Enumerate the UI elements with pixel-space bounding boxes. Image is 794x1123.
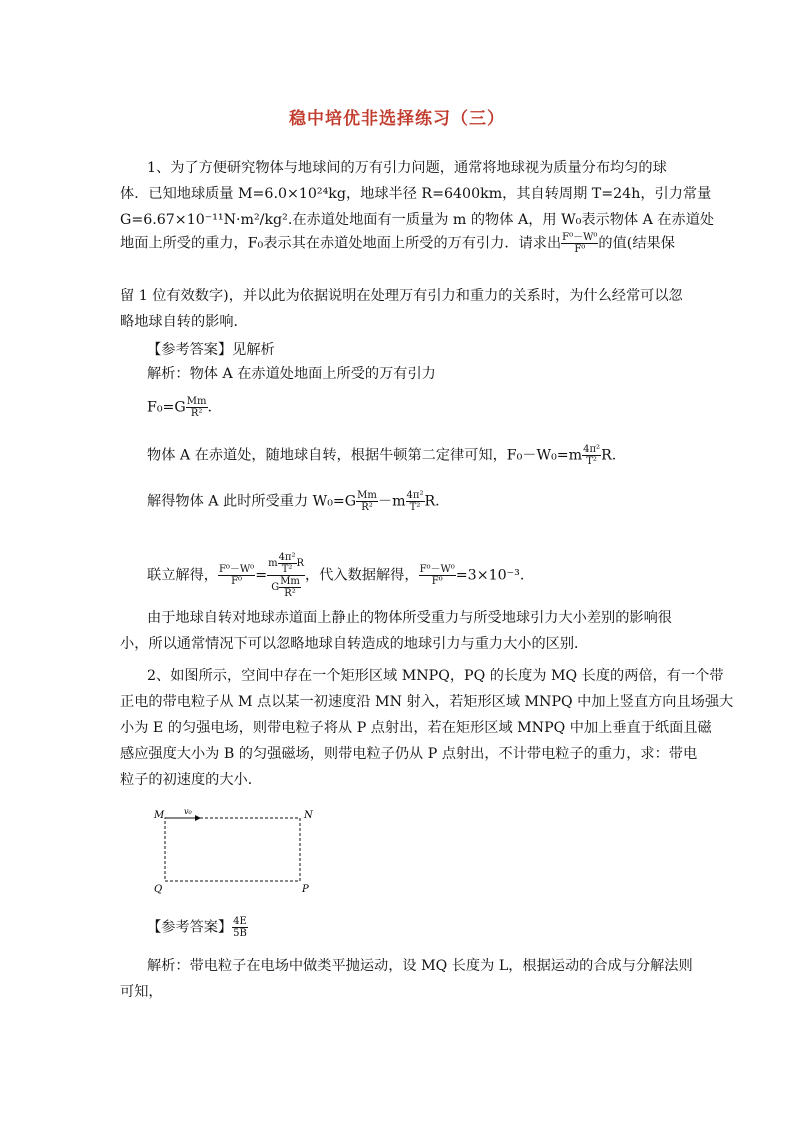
fraction-f-minus-w-over-f <box>419 564 456 587</box>
q2-text-line: 粒子的初速度的大小． <box>120 772 262 788</box>
solution-line: 解析：物体 A 在赤道处地面上所受的万有引力 <box>147 366 436 382</box>
fraction-denominator: R² <box>361 502 373 513</box>
formula-lhs: F₀=G <box>147 399 186 416</box>
q1-text-fragment: 地面上所受的重力，F₀表示其在赤道处地面上所受的万有引力．请求出 <box>120 235 562 252</box>
fraction-f-minus-w-over-f <box>218 564 255 587</box>
fraction-denominator: 5B <box>233 928 247 939</box>
fraction-f-minus-w-over-f <box>561 232 598 255</box>
formula-text: －m <box>377 493 406 510</box>
formula-text: =3×10⁻³. <box>455 567 525 584</box>
formula-text: R. <box>424 493 440 510</box>
q1-answer: 【参考答案】见解析 <box>147 342 275 358</box>
q1-text-line: 1、为了方便研究物体与地球间的万有引力问题，通常将地球视为质量分布均匀的球 <box>147 160 667 176</box>
conclusion-line: 由于地球自转对地球赤道面上静止的物体所受重力与所受地球引力大小差别的影响很 <box>147 610 672 626</box>
fraction-numerator <box>267 552 305 576</box>
symbol-r: R <box>296 558 305 569</box>
label-v0: v₀ <box>184 807 192 816</box>
fraction-denominator: T² <box>281 564 293 575</box>
solution-line: 解析：带电粒子在电场中做类平抛运动，设 MQ 长度为 L，根据运动的合成与分解法则 <box>147 958 693 974</box>
formula-text: 物体 A 在赤道处，随地球自转，根据牛顿第二定律可知，F₀－W₀=m <box>147 447 583 464</box>
fraction-4pi2-over-t2 <box>406 490 425 513</box>
formula-gravity: F₀=G $\frac{Mm}{\text{R²}}$ . <box>147 396 213 419</box>
rectangle-mnpq-diagram <box>150 806 320 896</box>
q2-text-line: 感应强度大小为 B 的匀强磁场，则带电粒子仍从 P 点射出，不计带电粒子的重力，求：带电 <box>120 746 698 762</box>
q2-text-line: 小为 E 的匀强电场，则带电粒子将从 P 点射出，若在矩形区域 MNPQ 中加上垂直于纸面且磁 <box>120 720 712 736</box>
fraction-mm-over-r2 <box>356 490 378 513</box>
q2-text-line: 2、如图所示，空间中存在一个矩形区域 MNPQ，PQ 的长度为 MQ 长度的两倍，有一个带 <box>147 668 724 684</box>
fraction-numerator: Mm <box>280 576 300 587</box>
fraction-4pi2-over-t2 <box>278 552 297 575</box>
fraction-mm-over-r2 <box>279 576 301 599</box>
fraction-4pi2-over-t2 <box>582 444 601 467</box>
q2-text-line: 正电的带电粒子从 M 点以某一初速度沿 MN 射入，若矩形区域 MNPQ 中加上竖直方向且场强大 <box>120 694 734 710</box>
label-n: N <box>304 810 313 821</box>
fraction-numerator: 4π² <box>278 552 296 563</box>
q1-text-line: G=6.67×10⁻¹¹N·m²/kg².在赤道处地面有一质量为 m 的物体 A，用 W₀表示物体 A 在赤道处 <box>120 212 715 228</box>
formula-text: R. <box>601 447 617 464</box>
fraction-denominator: F⁰ <box>231 576 243 587</box>
fraction-numerator: 4E <box>233 916 247 927</box>
q1-text-line: 体．已知地球质量 M=6.0×10²⁴kg，地球半径 R=6400km，其自转周期 T=24h，引力常量 <box>120 186 712 202</box>
fraction-numerator: F⁰－W⁰ <box>419 564 455 575</box>
fraction-denominator <box>267 576 305 599</box>
symbol-m: m <box>268 558 278 569</box>
fraction-compound <box>267 552 305 599</box>
formula-combined: 联立解得， $\frac{\text{F⁰－W⁰}}{\text{F⁰}}$ = m $\frac{\text{4π²}}{\text{T²}}$ R G $\frac{Mm}{\text{R²}}$ ，代入数据解得， $\frac{\text{F⁰－W⁰}}{\text{F⁰}}$ =3×10⁻³. <box>147 552 525 599</box>
formula-text: 联立解得， <box>147 567 218 584</box>
formula-text: ，代入数据解得， <box>305 567 419 584</box>
fraction-numerator: Mm <box>186 396 207 407</box>
formula-text: 解得物体 A 此时所受重力 W₀=G <box>147 493 357 510</box>
field-region-rectangle <box>165 818 300 881</box>
fraction-denominator: F⁰ <box>431 576 443 587</box>
fraction-mm-over-r2 <box>186 396 208 419</box>
velocity-arrowhead <box>195 815 201 821</box>
answer-fraction <box>232 916 248 939</box>
formula-weight <box>147 490 707 513</box>
formula-newton <box>147 444 707 467</box>
fraction-denominator: R² <box>190 408 203 419</box>
q1-text-line: 略地球自转的影响． <box>120 314 248 330</box>
fraction-denominator: R² <box>284 588 296 599</box>
fraction-numerator: F⁰－W⁰ <box>562 232 598 243</box>
fraction-denominator: F⁰ <box>574 244 586 255</box>
fraction-numerator: F⁰－W⁰ <box>218 564 255 575</box>
fraction-numerator: 4π² <box>583 444 601 455</box>
label-m: M <box>154 810 165 821</box>
symbol-g: G <box>271 582 280 593</box>
fraction-numerator: 4π² <box>406 490 424 501</box>
fraction-denominator: T² <box>586 456 597 467</box>
label-q: Q <box>154 884 163 895</box>
conclusion-line: 小，所以通常情况下可以忽略地球自转造成的地球引力与重力大小的区别． <box>120 636 589 652</box>
solution-line: 可知， <box>120 984 163 1000</box>
answer-label: 【参考答案】 <box>147 919 233 936</box>
q1-text-fragment: 的值(结果保 <box>598 235 675 252</box>
fraction-numerator: Mm <box>357 490 377 501</box>
q2-answer <box>147 916 707 939</box>
page-title: 稳中培优非选择练习（三） <box>289 109 505 129</box>
label-p: P <box>302 884 309 895</box>
q1-text-line <box>120 232 680 255</box>
q1-text-line: 留 1 位有效数字)，并以此为依据说明在处理万有引力和重力的关系时，为什么经常可以忽 <box>120 288 683 304</box>
fraction-denominator: T² <box>409 502 421 513</box>
